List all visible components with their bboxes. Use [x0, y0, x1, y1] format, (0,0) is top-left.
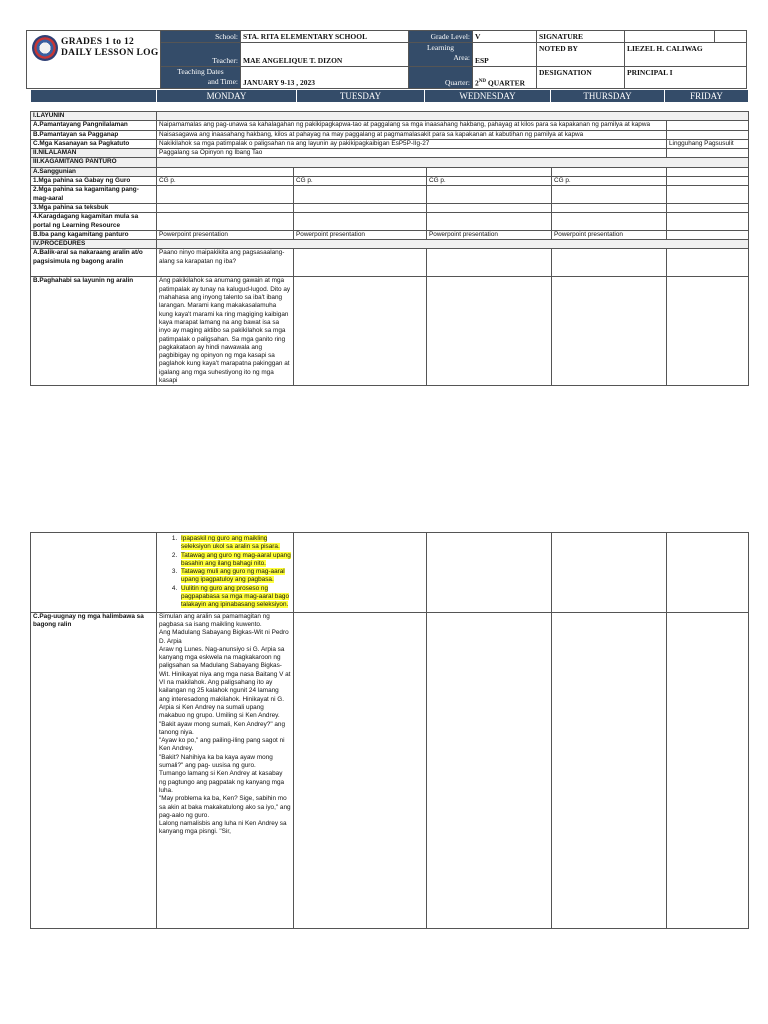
story-paragraph: Araw ng Lunes. Nag-anunsiyo si G. Arpia sa kanyang mga eskwela na magkakaroon ng paligsahan sa Madulang Sabayang Bigkas-Wit. Hinikayat niya ang mga nasa Baitang V at VI na makilahok. Ang paligsahang ito ay kailangan ng 25 kalahok ngunit 24 lamang ang interesadong makilahok. Hinikayat ni G. Arpia si Ken Andrey na sumali upang makabuo ng grupo. Umiling si Ken Andrey.: [159, 645, 291, 720]
grade-label: Grade Level:: [409, 31, 473, 43]
story-paragraph: "Ayaw ko po," ang pailing-iling pang sagot ni Ken Andrey.: [159, 737, 285, 753]
story-paragraph: Tumango lamang si Ken Andrey at kasabay ng pagtungo ang pagpatak ng kanyang mga luha.: [159, 770, 285, 794]
logo-cell: [27, 31, 161, 89]
step-item: 3. Tatawag muli ang guro ng mag-aaral upang ipagpatuloy ang pagbasa.: [179, 568, 291, 585]
story-paragraph: "Bakit ayaw mong sumali, Ken Andrey?" ang tanong niya.: [159, 720, 286, 736]
iba-label: B.Iba pang kagamitang panturo: [31, 230, 157, 239]
lesson-log-table-continued: [30, 532, 749, 929]
pagganap-text: Naisasagawa ang inaasahang hakbang, kilos at pahayag na may paggalang at pagmamalasakit para sa kapakanan at kabutihan ng pamilya at kapwa: [157, 130, 667, 139]
form-title-line2: DAILY LESSON LOG: [61, 48, 159, 58]
quarter-label: Quarter:: [409, 67, 473, 89]
ppt-thursday: Powerpoint presentation: [552, 230, 667, 239]
story-intro: Simulan ang aralin sa pamamagitan ng pagbasa sa isang maikling kuwento.: [159, 612, 270, 628]
paguugnay-label: C.Pag-uugnay ng mga halimbawa sa bagong ralin: [31, 612, 157, 928]
paghahabi-label: B.Paghahabi sa layunin ng aralin: [31, 277, 157, 386]
section-sanggunian: A.Sanggunian: [31, 167, 157, 176]
story-paragraph: "Bakit? Nahihiya ka ba kaya ayaw mong sumali?" ang pag- uusisa ng guro.: [159, 753, 273, 770]
dates-label: Teaching Dates and Time:: [161, 67, 241, 89]
kagamitang-label: 2.Mga pahina sa kagamitang pang-mag-aaral: [31, 186, 157, 204]
teksbuk-label: 3.Mga pahina sa teksbuk: [31, 203, 157, 212]
kasanayan-text: Nakikilahok sa mga patimpalak o paligsahan na ang layunin ay pakikipagkaibigan EsP5P-IIg-27: [157, 139, 667, 148]
day-friday: FRIDAY: [665, 90, 749, 103]
signature-value: [625, 31, 715, 43]
step-item: 4. Uulitin ng guro ang proseso ng pagpapabasa sa mga mag-aaral bago talakayin ang ipinabasang seleksiyon.: [179, 585, 291, 610]
area-value: ESP: [473, 43, 537, 67]
day-header-bar: [30, 89, 749, 103]
pagganap-label: B.Pamantayan sa Pagganap: [31, 130, 157, 139]
pamantayan-text: Naipamamalas ang pag-unawa sa kahalagahan ng pakikipagkapwa-tao at paggalang sa mga inaasahang hakbang, pahayag at kilos para sa kapakanan ng pamilya at kapwa: [157, 121, 667, 130]
school-value: STA. RITA ELEMENTARY SCHOOL: [241, 31, 409, 43]
balik-label: A.Balik-aral sa nakaraang aralin at/o pagsisimula ng bagong aralin: [31, 249, 157, 277]
story-cell: [157, 612, 294, 928]
day-monday: MONDAY: [157, 90, 297, 103]
grade-value: V: [473, 31, 537, 43]
teacher-value: MAE ANGELIQUE T. DIZON: [241, 43, 409, 67]
nilalaman-text: Paggalang sa Opinyon ng Ibang Tao: [157, 149, 667, 158]
balik-text: Paano ninyo maipakikita ang pagsasaalang-alang sa karapatan ng iba?: [157, 249, 294, 277]
day-tuesday: TUESDAY: [297, 90, 425, 103]
section-layunin: I.LAYUNIN: [31, 112, 157, 121]
cg-thursday: CG p.: [552, 177, 667, 186]
story-paragraph: "May problema ka ba, Ken? Sige, sabihin mo sa akin at baka makakatulong ako sa iyo," ang pag-aalo ng guro.: [159, 795, 291, 819]
story-title: Ang Madulang Sabayang Bigkas-Wit ni Pedro D. Arpia: [159, 629, 289, 645]
form-title-line1: GRADES 1 to 12: [61, 37, 135, 47]
section-nilalaman: II.NILALAMAN: [31, 149, 157, 158]
story-paragraph: Lalong namalisbis ang luha ni Ken Andrey sa kanyang mga pisngi. "Sir,: [159, 820, 287, 836]
dates-value: JANUARY 9-13 , 2023: [241, 67, 409, 89]
day-wednesday: WEDNESDAY: [425, 90, 551, 103]
header-table: [26, 30, 747, 89]
gabay-label: 1.Mga pahina sa Gabay ng Guro: [31, 177, 157, 186]
ppt-monday: Powerpoint presentation: [157, 230, 294, 239]
school-label: School:: [161, 31, 241, 43]
paghahabi-text: Ang pakikilahok sa anumang gawain at mga patimpalak ay tunay na kalugud-lugod. Dito ay mahahasa ang inyong talento sa iba't ibang larangan. Marami kang makakasalamuha kung kaya't marami ka ring magiging kaibigan kaya marapat lamang na ang bawat isa sa inyo ay maging aktibo sa pakikilahok sa mga patimpalak o paligsahan. Sa mga ganito ring pagkakataon ay hindi nawawala ang pagbibigay ng opinyon ng mga kasapi sa paglahok kung kaya't marapatna pakinggan at igalang ang mga suhestiyong ito ng mga kasapi: [157, 277, 294, 386]
noted-label: NOTED BY: [537, 43, 625, 67]
noted-value: LIEZEL H. CALIWAG: [625, 43, 747, 67]
step-item: 2. Tatawag ang guro ng mag-aaral upang basahin ang ilang bahagi nito.: [179, 552, 291, 569]
designation-label: DESIGNATION: [537, 67, 625, 89]
cg-tuesday: CG p.: [294, 177, 427, 186]
section-procedures: IV.PROCEDURES: [31, 240, 157, 249]
day-header-blank: [31, 90, 157, 103]
kasanayan-friday: Lingguhang Pagsusulit: [667, 139, 749, 148]
lesson-log-table: [30, 111, 749, 386]
cg-wednesday: CG p.: [427, 177, 552, 186]
quarter-value: 2ND QUARTER: [473, 67, 537, 89]
signature-extra: [715, 31, 747, 43]
kasanayan-label: C.Mga Kasanayan sa Pagkatuto: [31, 139, 157, 148]
deped-seal-icon: [32, 35, 58, 61]
section-kagamitan: III.KAGAMITANG PANTURO: [31, 158, 157, 167]
area-label: Learning Area:: [409, 43, 473, 67]
ppt-wednesday: Powerpoint presentation: [427, 230, 552, 239]
designation-value: PRINCIPAL I: [625, 67, 747, 89]
cg-monday: CG p.: [157, 177, 294, 186]
teacher-label: Teacher:: [161, 43, 241, 67]
day-thursday: THURSDAY: [551, 90, 665, 103]
pamantayan-label: A.Pamantayang Pangnilalaman: [31, 121, 157, 130]
steps-list: [159, 535, 291, 610]
steps-cell: [157, 533, 294, 613]
step-item: 1. Ipapaskil ng guro ang maikling seleksiyon ukol sa aralin sa pisara.: [179, 535, 291, 552]
karagdagang-label: 4.Karagdagang kagamitan mula sa portal ng Learning Resource: [31, 213, 157, 231]
ppt-tuesday: Powerpoint presentation: [294, 230, 427, 239]
signature-label: SIGNATURE: [537, 31, 625, 43]
